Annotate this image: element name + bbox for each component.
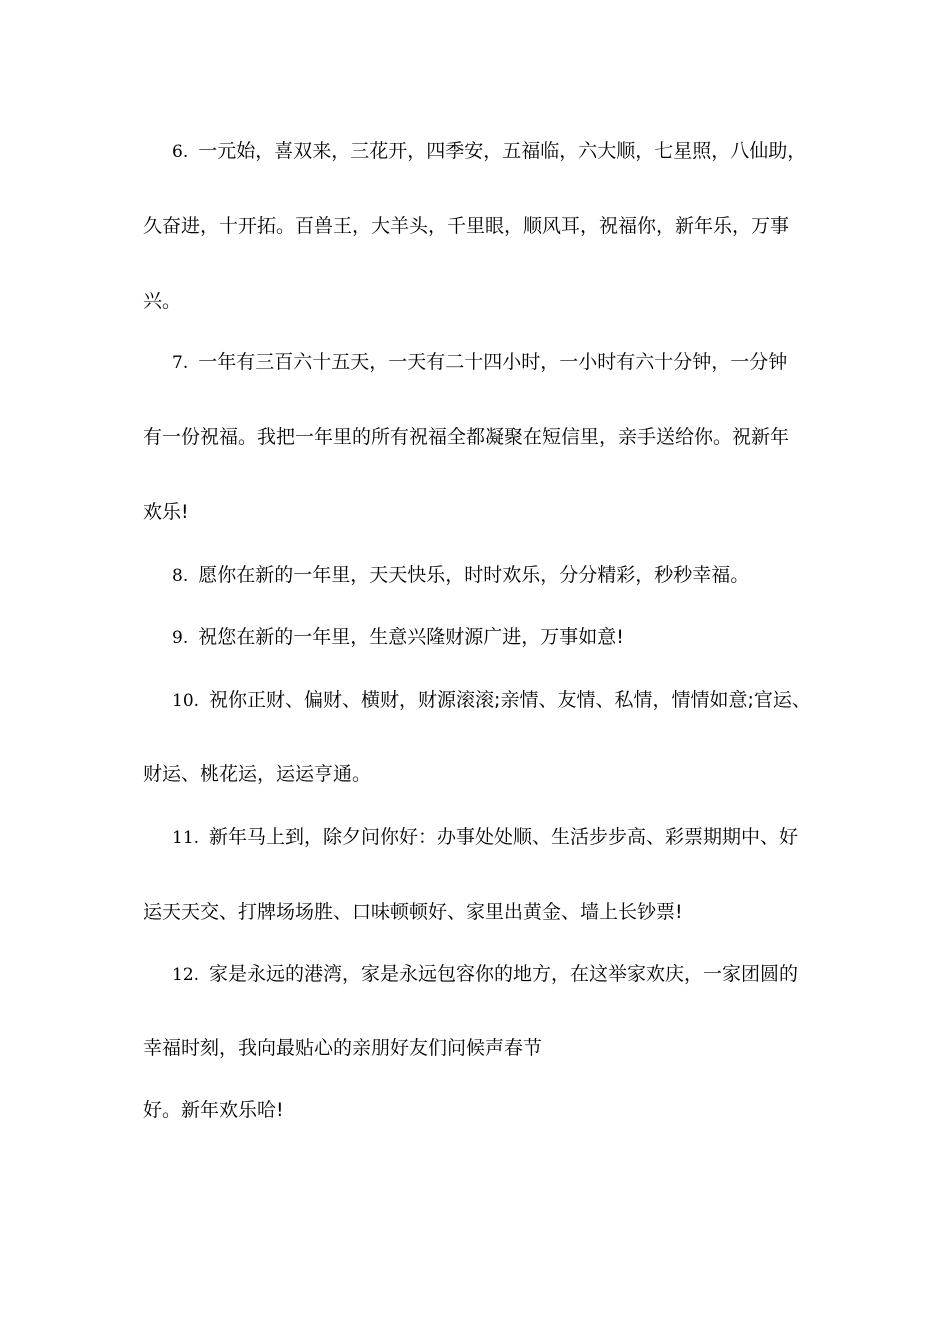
item-11-text-2: 运天天交、打牌场场胜、口味顿顿好、家里出黄金、墙上长钞票! — [143, 901, 683, 923]
item-7-text-1: 一年有三百六十五天，一天有二十四小时，一小时有六十分钟，一分钟 — [198, 351, 788, 373]
item-11-line-1 — [172, 825, 798, 850]
item-11-line-2 — [143, 900, 683, 924]
item-10-number: 10. — [172, 691, 200, 711]
item-9-number: 9. — [172, 628, 189, 648]
item-12-text-1: 家是永远的港湾，家是永远包容你的地方，在这举家欢庆，一家团圆的 — [209, 963, 799, 985]
item-12-line-2 — [143, 1036, 542, 1060]
item-8-number: 8. — [172, 566, 189, 586]
item-8-text-1: 愿你在新的一年里，天天快乐，时时欢乐，分分精彩，秒秒幸福。 — [198, 564, 750, 586]
item-10-line-1 — [172, 688, 811, 713]
item-7-number: 7. — [172, 353, 189, 373]
item-11-text-1: 新年马上到，除夕问你好：办事处处顺、生活步步高、彩票期期中、好 — [209, 826, 799, 848]
item-12-text-3: 好。新年欢乐哈! — [143, 1099, 284, 1121]
item-10-line-2 — [143, 762, 371, 786]
item-8-line-1 — [172, 563, 749, 588]
item-7-line-3 — [143, 500, 189, 524]
item-9-text-1: 祝您在新的一年里，生意兴隆财源广进，万事如意! — [198, 626, 624, 648]
item-12-text-2: 幸福时刻，我向最贴心的亲朋好友们问候声春节 — [143, 1037, 543, 1059]
item-10-text-2: 财运、桃花运，运运亨通。 — [143, 763, 372, 785]
item-10-text-1: 祝你正财、偏财、横财，财源滚滚;亲情、友情、私情，情情如意;官运、 — [209, 689, 811, 711]
item-6-number: 6. — [172, 142, 189, 162]
item-12-line-3 — [143, 1098, 284, 1122]
item-6-text-3: 兴。 — [143, 290, 182, 312]
item-11-number: 11. — [172, 828, 200, 848]
item-7-text-3: 欢乐! — [143, 501, 189, 523]
item-12-number: 12. — [172, 965, 200, 985]
item-7-line-1 — [172, 350, 787, 375]
item-6-line-2 — [143, 214, 789, 238]
item-9-line-1 — [172, 625, 624, 650]
item-6-text-2: 久奋进，十开拓。百兽王，大羊头，千里眼，顺风耳，祝福你，新年乐，万事 — [143, 215, 790, 237]
item-6-line-3 — [143, 289, 181, 313]
item-7-text-2: 有一份祝福。我把一年里的所有祝福全都凝聚在短信里，亲手送给你。祝新年 — [143, 426, 790, 448]
item-6-text-1: 一元始，喜双来，三花开，四季安，五福临，六大顺，七星照，八仙助， — [198, 140, 807, 162]
item-7-line-2 — [143, 425, 789, 449]
item-6-line-1 — [172, 139, 806, 164]
item-12-line-1 — [172, 962, 798, 987]
